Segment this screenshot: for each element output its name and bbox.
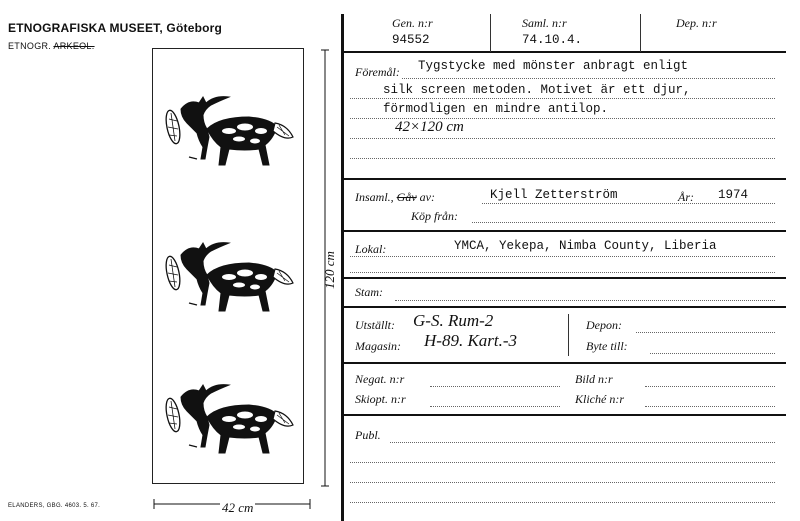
dotted-line (402, 78, 775, 79)
dotted-line (395, 300, 775, 301)
utstallt-label: Utställt: (355, 318, 396, 332)
divider-stam (341, 306, 786, 308)
gav-struck: Gåv (396, 190, 417, 204)
dotted-line (645, 406, 775, 407)
dotted-line (472, 222, 775, 223)
dotted-line (350, 482, 775, 483)
department-line (8, 41, 95, 51)
publ-label: Publ. (355, 428, 381, 442)
divider-negat (341, 414, 786, 416)
ar-label: År: (678, 190, 694, 204)
byte-till-label: Byte till: (586, 339, 628, 353)
divider-magasin (341, 362, 786, 364)
av-text: av: (419, 190, 435, 204)
cloth-illustration (152, 48, 304, 484)
dotted-line (350, 158, 775, 159)
antelope-motif-3 (159, 377, 297, 477)
dotted-line (430, 386, 560, 387)
ar-value: 1974 (718, 188, 749, 202)
dotted-line (430, 406, 560, 407)
divider-foremal (341, 178, 786, 180)
width-label: 42 cm (222, 500, 254, 515)
negat-nr-label: Negat. n:r (355, 372, 405, 386)
dep-nr-label: Dep. n:r (676, 16, 717, 30)
antelope-motif-2 (159, 235, 297, 335)
gen-nr-label: Gen. n:r (392, 16, 433, 30)
cliche-nr-label: Kliché n:r (575, 392, 624, 406)
card-left-border (341, 14, 344, 521)
divider-header (341, 51, 786, 53)
height-label: 120 cm (321, 251, 337, 289)
magasin-label: Magasin: (355, 339, 401, 353)
gen-nr-value: 94552 (392, 33, 430, 47)
foremal-label: Föremål: (355, 65, 400, 79)
stam-label: Stam: (355, 285, 383, 299)
dotted-line (350, 256, 775, 257)
header-divider-2 (640, 14, 641, 52)
lokal-label: Lokal: (355, 242, 387, 256)
divider-lokal (341, 277, 786, 279)
museum-title: ETNOGRAFISKA MUSEET, Göteborg (8, 21, 223, 35)
dotted-line (350, 118, 775, 119)
header-divider-1 (490, 14, 491, 52)
saml-nr-value: 74.10.4. (522, 33, 583, 47)
dotted-line (636, 332, 775, 333)
bild-nr-label: Bild n:r (575, 372, 613, 386)
skiopt-nr-label: Skiopt. n:r (355, 392, 406, 406)
saml-nr-label: Saml. n:r (522, 16, 567, 30)
utstallt-value: G-S. Rum-2 (413, 311, 494, 330)
antelope-motif-1 (159, 89, 297, 189)
dept-prefix: ETNOGR. (8, 41, 52, 51)
dotted-line (482, 203, 775, 204)
kop-fran-label: Köp från: (411, 209, 459, 223)
dotted-line (645, 386, 775, 387)
insaml-label (355, 190, 435, 205)
dotted-line (350, 462, 775, 463)
dotted-line (350, 138, 775, 139)
dotted-line (390, 442, 775, 443)
insaml-value: Kjell Zetterström (490, 188, 618, 202)
magasin-value: H-89. Kart.-3 (424, 331, 518, 350)
foremal-line-2: silk screen metoden. Motivet är ett djur, (383, 83, 691, 97)
printer-imprint: ELANDERS, GBG. 4603. 5. 67. (8, 503, 101, 509)
lokal-value: YMCA, Yekepa, Nimba County, Liberia (454, 239, 717, 253)
foremal-handwritten-size: 42×120 cm (395, 119, 464, 135)
dept-struck: ARKEOL. (53, 41, 95, 51)
dotted-line (650, 353, 775, 354)
depon-label: Depon: (586, 318, 622, 332)
dotted-line (350, 502, 775, 503)
foremal-line-3: förmodligen en mindre antilop. (383, 102, 609, 116)
insaml-text: Insaml., (355, 190, 394, 204)
dotted-line (350, 98, 775, 99)
storage-divider (568, 314, 569, 356)
divider-insaml (341, 230, 786, 232)
foremal-line-1: Tygstycke med mönster anbragt enligt (418, 59, 689, 73)
dotted-line (350, 272, 775, 273)
